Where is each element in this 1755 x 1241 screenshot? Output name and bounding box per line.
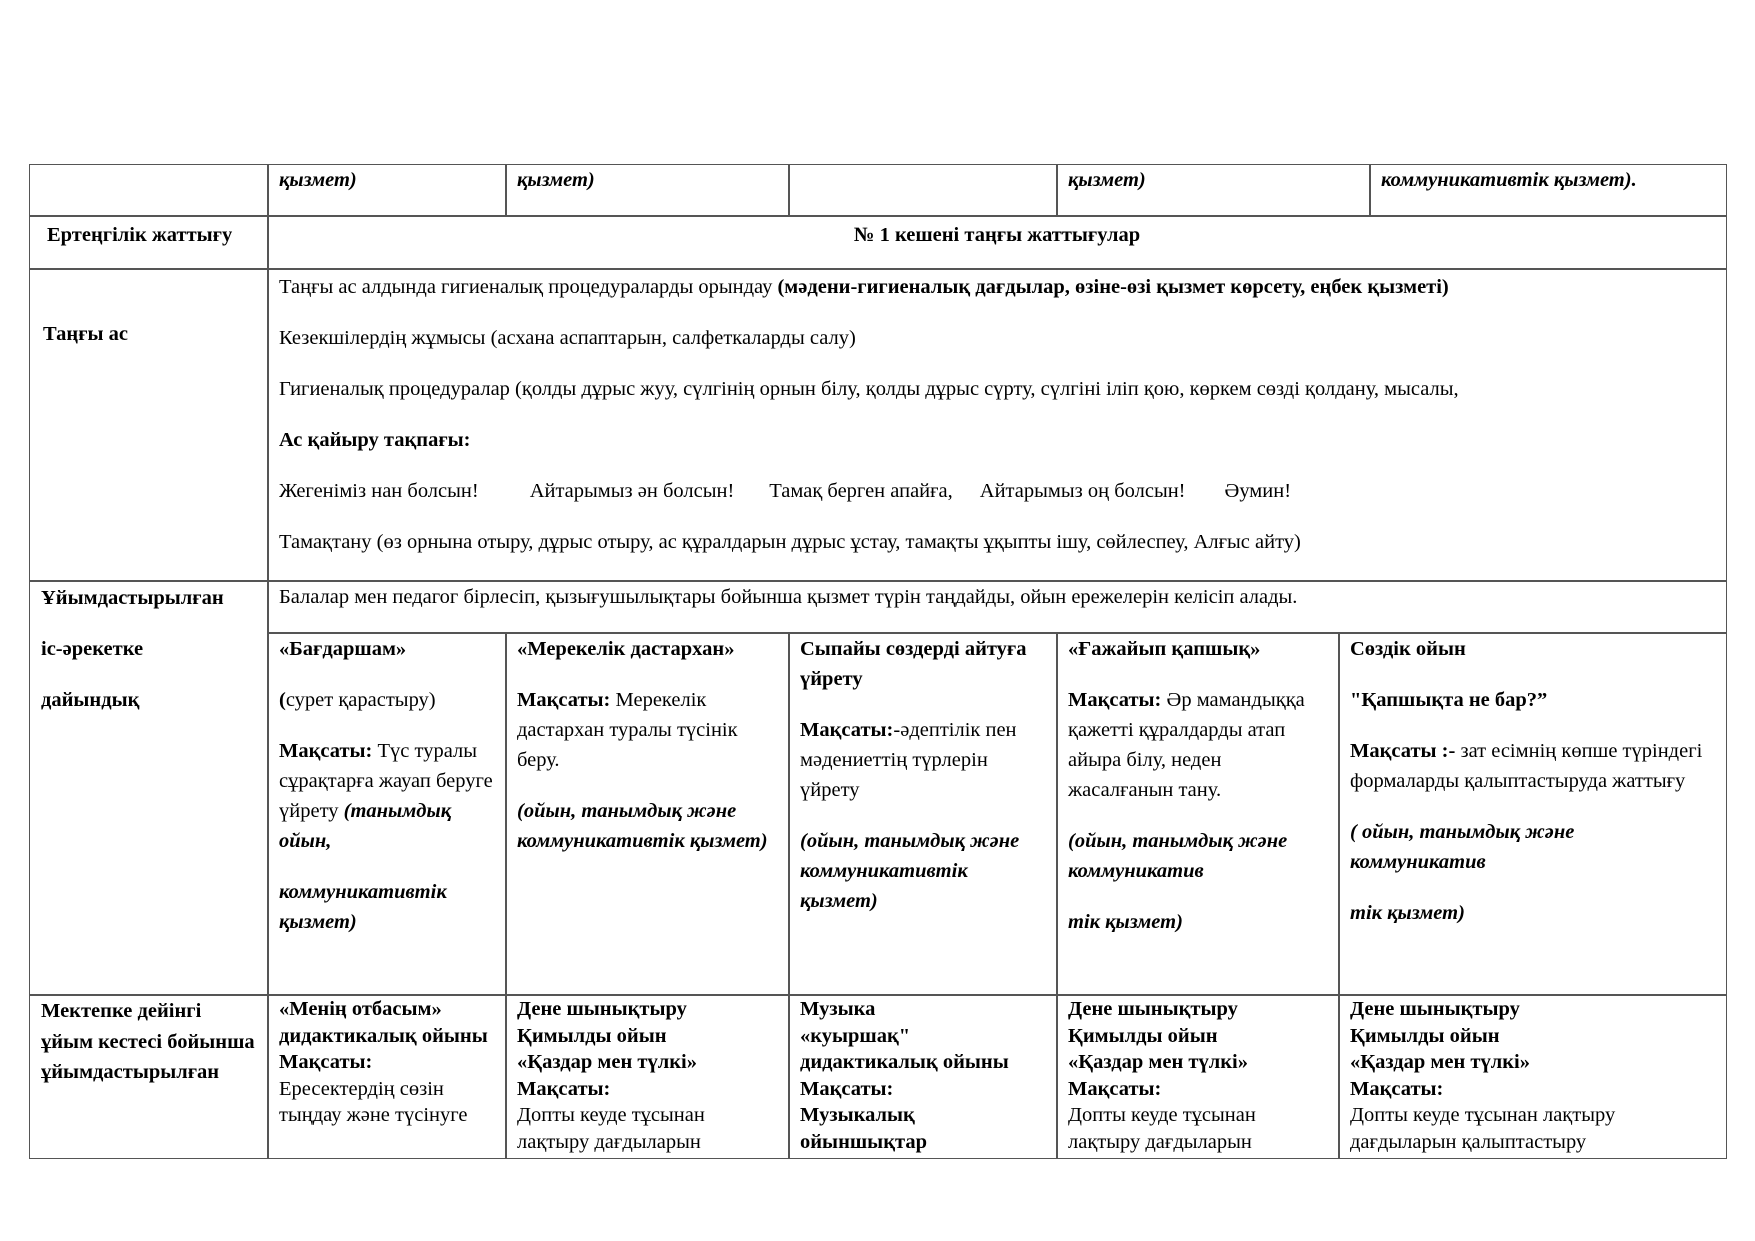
schedule-col4-bold2: Қимылды ойын — [1068, 1024, 1218, 1047]
schedule-col1-plain: Ересектердің сөзін тыңдау және түсінуге — [279, 1077, 468, 1126]
poem-verse-5: Әумин! — [1224, 480, 1292, 502]
breakfast-label: Таңғы ас — [43, 323, 129, 345]
prep-col1-sub-paren: ( — [279, 689, 286, 711]
row0-cell-2 — [505, 164, 790, 217]
prep-col2-goal-text: Мерекелік дастархан туралы түсінік беру. — [517, 689, 738, 771]
prep-col4-goal-text: Әр мамандыққа қажетті құралдарды атап айыра білу, неден жасалғанын тану. — [1068, 689, 1305, 801]
prep-intro-cell — [267, 580, 1727, 634]
prep-col4-goal — [1068, 685, 1328, 805]
schedule-col5-bold4: Мақсаты: — [1350, 1077, 1444, 1100]
breakfast-line-1 — [279, 272, 1715, 302]
prep-col3-goal-text: -әдептілік пен мәдениеттің түрлерін үйрету — [800, 719, 1017, 801]
row0-cell-4 — [1056, 164, 1371, 217]
schedule-col5-bold1: Дене шынықтыру — [1350, 998, 1520, 1020]
row0-cell-3 — [788, 164, 1058, 217]
prep-col1-tag1: (танымдық ойын, — [279, 800, 452, 852]
breakfast-line-3: Гигиеналық процедуралар (қолды дұрыс жуу, сүлгінің орнын білу, қолды дұрыс сүрту, сүлгіні іліп қою, көркем сөзді қолдану, мысалы, — [279, 378, 1459, 400]
row0-text-4: қызмет) — [1068, 169, 1146, 191]
schedule-col3-bold1: Музыка — [800, 998, 876, 1020]
schedule-col3-bold2: «куыршақ" дидактикалық ойыны — [800, 1024, 1009, 1073]
schedule-col2-bold2: Қимылды ойын — [517, 1024, 667, 1047]
row0-text-2: қызмет) — [517, 169, 595, 191]
breakfast-line-2: Кезекшілердің жұмысы (асхана аспаптарын, салфеткаларды салу) — [279, 327, 856, 349]
schedule-col2-bold1: Дене шынықтыру — [517, 998, 687, 1020]
poem-verse-4: Айтарымыз оң болсын! — [979, 480, 1186, 502]
exercise-label: Ертеңгілік жаттығу — [47, 224, 233, 246]
prep-col4-goal-label: Мақсаты: — [1068, 689, 1162, 711]
schedule-col4-plain: Допты кеуде тұсынан лақтыру дағдыларын — [1068, 1104, 1256, 1153]
prep-col2-title: «Мерекелік дастархан» — [517, 638, 735, 660]
schedule-col-2 — [505, 994, 790, 1159]
prep-col1-sub-text: сурет қарастыру) — [285, 689, 436, 711]
prep-col3-tag: (ойын, танымдық және коммуникативтік қызмет) — [800, 830, 1020, 912]
prep-col5-goal-label: Мақсаты :- — [1350, 740, 1456, 762]
schedule-col2-bold3: «Қаздар мен түлкі» — [517, 1051, 697, 1073]
schedule-col4-bold4: Мақсаты: — [1068, 1077, 1162, 1100]
prep-col5-goal — [1350, 736, 1715, 796]
schedule-col-5 — [1338, 994, 1727, 1159]
prep-label-cell — [29, 580, 269, 996]
breakfast-line-1-plain: Таңғы ас алдында гигиеналық процедураларды орындау — [279, 276, 778, 298]
prep-label-2: іс-әрекетке — [41, 638, 144, 660]
prep-col3-goal — [800, 715, 1046, 805]
prep-col2-tag: (ойын, танымдық және коммуникативтік қызмет) — [517, 800, 768, 852]
prep-label-1: Ұйымдастырылған — [41, 587, 224, 609]
schedule-col-1 — [267, 994, 507, 1159]
prep-col1-goal-label: Мақсаты: — [279, 740, 373, 762]
breakfast-content-cell — [267, 268, 1727, 582]
prep-col3-title: Сыпайы сөздерді айтуға үйрету — [800, 638, 1027, 690]
prep-col-3 — [788, 632, 1058, 996]
prep-col-4 — [1056, 632, 1340, 996]
poem-verse-3: Тамақ берген апайға, — [769, 480, 953, 502]
prep-col3-goal-label: Мақсаты: — [800, 719, 894, 741]
prep-col5-tag1: ( ойын, танымдық және коммуникатив — [1350, 821, 1575, 873]
exercise-label-cell — [29, 215, 269, 270]
prep-col5-subtitle: "Қапшықта не бар?” — [1350, 689, 1548, 711]
breakfast-line-1-bold: (мәдени-гигиеналық дағдылар, өзіне-өзі қызмет көрсету, еңбек қызметі) — [777, 276, 1449, 298]
prep-col1-tag2: коммуникативтік қызмет) — [279, 881, 447, 933]
row0-text-5: коммуникативтік қызмет). — [1381, 169, 1637, 191]
poem-verse-1: Жегеніміз нан болсын! — [279, 480, 479, 502]
breakfast-line-last: Тамақтану (өз орнына отыру, дұрыс отыру, ас құралдарын дұрыс ұстау, тамақты ұқыпты ішу, сөйлеспеу, Алғыс айту) — [279, 531, 1301, 553]
poem-title: Ас қайыру тақпағы: — [279, 429, 471, 451]
breakfast-label-cell — [29, 268, 269, 582]
prep-col1-title: «Бағдаршам» — [279, 638, 407, 660]
schedule-col-3 — [788, 994, 1058, 1159]
schedule-col1-bold: «Менің отбасым» дидактикалық ойыны Мақсаты: — [279, 998, 488, 1073]
prep-col5-title: Сөздік ойын — [1350, 638, 1466, 660]
prep-col-5 — [1338, 632, 1727, 996]
prep-col-2 — [505, 632, 790, 996]
schedule-col-4 — [1056, 994, 1340, 1159]
row0-text-1: қызмет) — [279, 169, 357, 191]
schedule-col4-bold3: «Қаздар мен түлкі» — [1068, 1051, 1248, 1073]
prep-col5-goal-text: зат есімнің көпше түріндегі формаларды қалыптастыруда жаттығу — [1350, 740, 1703, 792]
prep-col1-sub — [279, 685, 495, 715]
schedule-col5-bold3: «Қаздар мен түлкі» — [1350, 1051, 1530, 1073]
prep-col1-goal — [279, 736, 495, 856]
schedule-col5-bold2: Қимылды ойын — [1350, 1024, 1500, 1047]
prep-col2-goal — [517, 685, 778, 775]
exercise-content-cell — [267, 215, 1727, 270]
prep-label-3: дайындық — [41, 689, 140, 711]
prep-col4-tag1: (ойын, танымдық және коммуникатив — [1068, 830, 1288, 882]
row0-label-cell — [29, 164, 269, 217]
poem-line — [279, 476, 1715, 506]
row0-cell-5 — [1369, 164, 1727, 217]
schedule-col3-bold3: Мақсаты: — [800, 1077, 894, 1100]
prep-col-1 — [267, 632, 507, 996]
schedule-col2-plain: Допты кеуде тұсынан лақтыру дағдыларын — [517, 1104, 705, 1153]
prep-col1-goal-text: Түс туралы сұрақтарға жауап беруге үйрету — [279, 740, 493, 822]
row0-cell-1 — [267, 164, 507, 217]
prep-col4-title: «Ғажайып қапшық» — [1068, 638, 1261, 660]
schedule-col2-bold4: Мақсаты: — [517, 1077, 611, 1100]
schedule-label: Мектепке дейінгі ұйым кестесі бойынша ұйымдастырылған — [41, 1000, 255, 1083]
prep-col2-goal-label: Мақсаты: — [517, 689, 611, 711]
prep-col5-tag2: тік қызмет) — [1350, 902, 1465, 924]
schedule-col5-plain: Допты кеуде тұсынан лақтыру дағдыларын қалыптастыру — [1350, 1104, 1616, 1153]
prep-intro: Балалар мен педагог бірлесіп, қызығушылықтары бойынша қызмет түрін таңдайды, ойын ережелерін келісіп алады. — [279, 586, 1298, 608]
exercise-content: № 1 кешені таңғы жаттығулар — [853, 224, 1141, 246]
schedule-col4-bold1: Дене шынықтыру — [1068, 998, 1238, 1020]
poem-verse-2: Айтарымыз ән болсын! — [529, 480, 735, 502]
prep-col4-tag2: тік қызмет) — [1068, 911, 1183, 933]
schedule-label-cell — [29, 994, 269, 1159]
schedule-col3-bold4: Музыкалық ойыншықтар — [800, 1104, 927, 1153]
